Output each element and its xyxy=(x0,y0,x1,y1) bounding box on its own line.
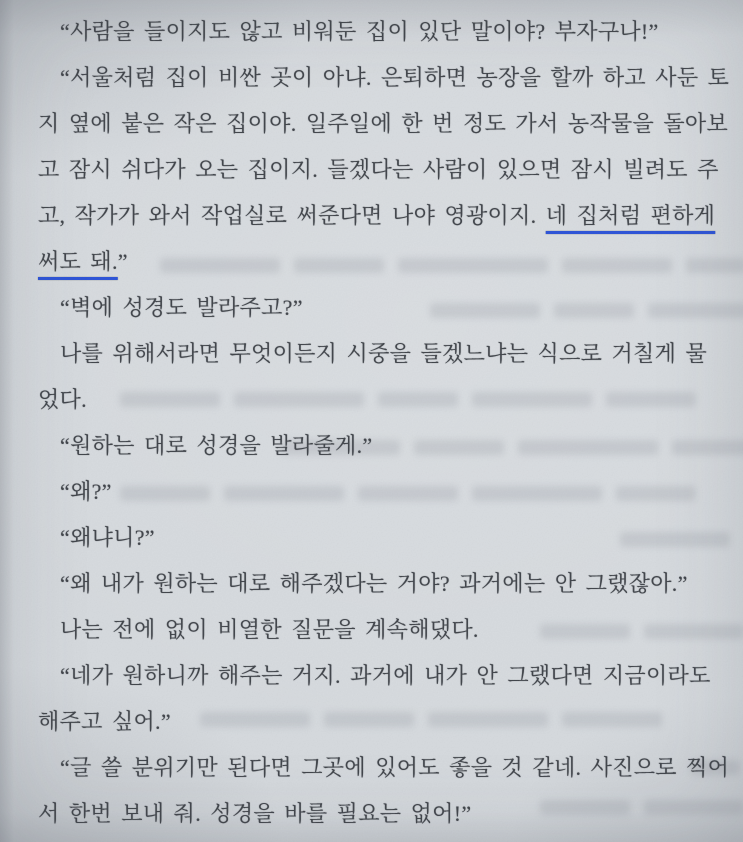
text-line xyxy=(38,469,738,515)
page-text xyxy=(38,9,738,837)
text-line xyxy=(38,239,738,285)
text-line xyxy=(38,423,738,469)
text-segment: “사람을 들이지도 않고 비워둔 집이 있단 말이야? 부자구나!” xyxy=(60,19,659,44)
text-segment: “왜 내가 원하는 대로 해주겠다는 거야? 과거에는 안 그랬잖아.” xyxy=(60,571,688,596)
text-segment: “서울처럼 집이 비싼 곳이 아냐. 은퇴하면 농장을 할까 하고 사둔 토 xyxy=(60,65,730,90)
underlined-text: 네 집처럼 편하게 xyxy=(545,203,716,228)
text-segment: “네가 원하니까 해주는 거지. 과거에 내가 안 그랬다면 지금이라도 xyxy=(60,663,711,688)
text-segment: “글 쓸 분위기만 된다면 그곳에 있어도 좋을 것 같네. 사진으로 찍어 xyxy=(60,755,730,780)
text-segment: ” xyxy=(117,249,128,274)
text-segment: 해주고 싶어.” xyxy=(38,709,171,734)
text-segment: 나를 위해서라면 무엇이든지 시중을 들겠느냐는 식으로 거칠게 물 xyxy=(60,341,708,366)
underlined-text: 써도 돼. xyxy=(38,249,118,274)
text-segment: “원하는 대로 성경을 발라줄게.” xyxy=(60,433,373,458)
text-segment: “왜냐니?” xyxy=(60,525,155,550)
text-line xyxy=(38,607,738,653)
text-line xyxy=(38,791,738,837)
text-line xyxy=(38,653,738,699)
text-line xyxy=(38,331,738,377)
text-line xyxy=(38,561,738,607)
text-line xyxy=(38,193,738,239)
text-line xyxy=(38,9,738,55)
text-line xyxy=(38,285,738,331)
text-line xyxy=(38,55,738,101)
text-segment: 나는 전에 없이 비열한 질문을 계속해댔다. xyxy=(60,617,479,642)
text-line xyxy=(38,147,738,193)
text-line xyxy=(38,101,738,147)
text-segment: 서 한번 보내 줘. 성경을 바를 필요는 없어!” xyxy=(38,801,472,826)
text-line xyxy=(38,745,738,791)
text-segment: “왜?” xyxy=(60,479,112,504)
text-line xyxy=(38,515,738,561)
text-segment: “벽에 성경도 발라주고?” xyxy=(60,295,303,320)
text-segment: 었다. xyxy=(38,387,87,412)
text-segment: 고 잠시 쉬다가 오는 집이지. 들겠다는 사람이 있으면 잠시 빌려도 주 xyxy=(38,157,719,182)
text-segment: 고, 작가가 와서 작업실로 써준다면 나야 영광이지. xyxy=(38,203,546,228)
text-segment: 지 옆에 붙은 작은 집이야. 일주일에 한 번 정도 가서 농작물을 돌아보 xyxy=(38,111,729,136)
text-line xyxy=(38,699,738,745)
text-line xyxy=(38,377,738,423)
